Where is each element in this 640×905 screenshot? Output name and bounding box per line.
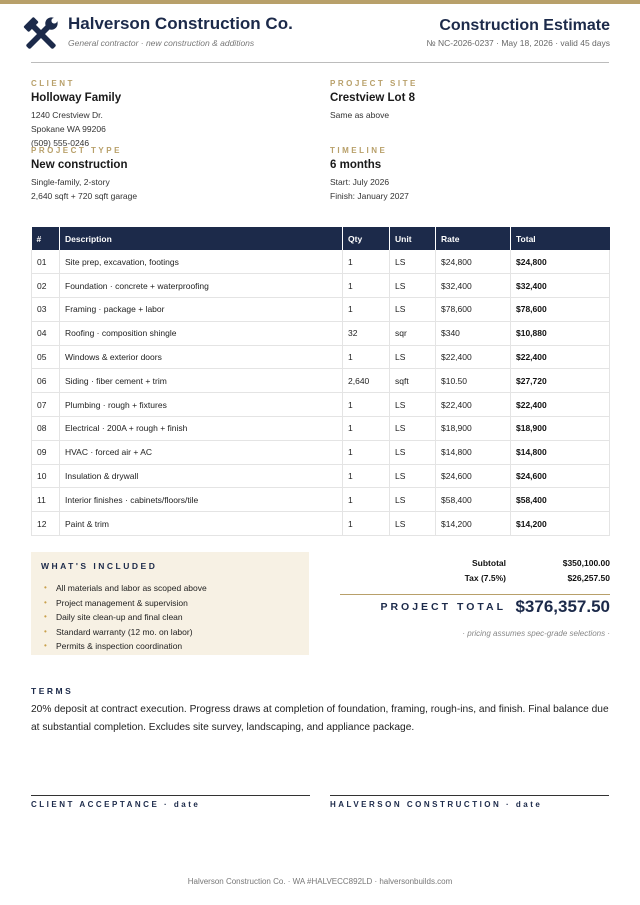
row-description: HVAC · forced air + AC — [60, 440, 343, 464]
top-accent-bar — [0, 0, 640, 4]
table-row — [32, 393, 610, 417]
tax-value: $26,257.50 — [567, 573, 610, 583]
whats-included-box — [31, 552, 309, 655]
header-divider — [31, 62, 609, 63]
table-row — [32, 369, 610, 393]
column-header-total: Total — [511, 227, 610, 250]
table-row — [32, 298, 610, 322]
row-number: 04 — [32, 321, 60, 345]
row-rate: $14,200 — [436, 512, 511, 536]
row-number: 02 — [32, 274, 60, 298]
list-item — [41, 581, 299, 596]
timeline-start: Start: July 2026 — [330, 177, 390, 187]
row-number: 07 — [32, 393, 60, 417]
row-unit: sqft — [390, 369, 436, 393]
row-total: $14,200 — [511, 512, 610, 536]
list-item — [41, 610, 299, 625]
totals-divider — [340, 594, 610, 595]
company-name: Halverson Construction Co. — [68, 14, 293, 33]
bullet-icon: • — [44, 583, 47, 592]
row-description: Framing · package + labor — [60, 298, 343, 322]
row-total: $32,400 — [511, 274, 610, 298]
row-number: 12 — [32, 512, 60, 536]
table-row — [32, 440, 610, 464]
timeline-label: TIMELINE — [330, 146, 388, 155]
project-total-label: PROJECT TOTAL — [380, 601, 506, 613]
row-rate: $22,400 — [436, 393, 511, 417]
row-rate: $24,600 — [436, 464, 511, 488]
project-type-block — [31, 146, 291, 203]
included-item-text: Daily site clean-up and final clean — [56, 612, 183, 623]
bullet-icon: • — [44, 626, 47, 636]
column-header-rate: Rate — [436, 227, 511, 250]
subtotal-value: $350,100.00 — [562, 558, 610, 568]
row-description: Interior finishes · cabinets/floors/tile — [60, 488, 343, 512]
row-unit: LS — [390, 274, 436, 298]
document-title: Construction Estimate — [439, 17, 610, 34]
table-row — [32, 512, 610, 536]
contractor-signature-label: HALVERSON CONSTRUCTION · date — [330, 800, 543, 809]
subtotal-label: Subtotal — [472, 558, 506, 568]
row-number: 08 — [32, 417, 60, 441]
row-total: $22,400 — [511, 345, 610, 369]
subtotal-row — [340, 558, 610, 573]
row-number: 06 — [32, 369, 60, 393]
tax-row — [340, 573, 610, 588]
client-signature-label: CLIENT ACCEPTANCE · date — [31, 800, 201, 809]
column-header-number: # — [32, 227, 60, 250]
row-rate: $78,600 — [436, 298, 511, 322]
page-footer: Halverson Construction Co. · WA #HALVECC892LD · halversonbuilds.com — [187, 877, 453, 886]
row-unit: LS — [390, 464, 436, 488]
terms-title: TERMS — [31, 686, 74, 696]
client-signature-line[interactable] — [31, 795, 310, 815]
project-type-line: Single-family, 2-story — [31, 177, 110, 187]
row-description: Site prep, excavation, footings — [60, 250, 343, 274]
row-unit: LS — [390, 488, 436, 512]
included-list — [41, 581, 299, 654]
totals-summary — [340, 558, 610, 638]
row-description: Electrical · 200A + rough + finish — [60, 417, 343, 441]
row-number: 03 — [32, 298, 60, 322]
project-site-label: PROJECT SITE — [330, 79, 418, 88]
client-city-line: Spokane WA 99206 — [31, 124, 106, 134]
timeline-finish: Finish: January 2027 — [330, 191, 409, 201]
row-qty: 1 — [343, 417, 390, 441]
row-description: Siding · fiber cement + trim — [60, 369, 343, 393]
terms-body: 20% deposit at contract execution. Progress draws at completion of foundation, framing, rough-ins, and finish. Final balance due at substantial completion. Excludes site survey, landscaping, and appliance package. — [31, 704, 609, 733]
list-item — [41, 625, 299, 640]
row-rate: $340 — [436, 321, 511, 345]
bullet-icon: • — [44, 612, 47, 622]
row-description: Plumbing · rough + fixtures — [60, 393, 343, 417]
list-item — [41, 639, 299, 654]
client-name: Holloway Family — [31, 92, 122, 104]
row-rate: $18,900 — [436, 417, 511, 441]
column-header-description: Description — [60, 227, 343, 250]
column-header-qty: Qty — [343, 227, 390, 250]
row-qty: 1 — [343, 250, 390, 274]
row-description: Paint & trim — [60, 512, 343, 536]
row-total: $10,880 — [511, 321, 610, 345]
table-row — [32, 464, 610, 488]
included-item-text: Permits & inspection coordination — [56, 641, 183, 652]
row-rate: $10.50 — [436, 369, 511, 393]
row-qty: 2,640 — [343, 369, 390, 393]
row-total: $78,600 — [511, 298, 610, 322]
row-description: Windows & exterior doors — [60, 345, 343, 369]
row-description: Foundation · concrete + waterproofing — [60, 274, 343, 298]
row-unit: LS — [390, 250, 436, 274]
row-qty: 1 — [343, 274, 390, 298]
row-total: $22,400 — [511, 393, 610, 417]
project-type-name: New construction — [31, 159, 128, 171]
document-header — [22, 14, 610, 62]
row-total: $27,720 — [511, 369, 610, 393]
row-total: $14,800 — [511, 440, 610, 464]
row-total: $24,800 — [511, 250, 610, 274]
client-phone-line: (509) 555-0246 — [31, 138, 90, 148]
included-item-text: Project management & supervision — [56, 597, 188, 608]
included-item-text: Standard warranty (12 mo. on labor) — [56, 626, 193, 637]
row-unit: LS — [390, 440, 436, 464]
project-site-name: Crestview Lot 8 — [330, 92, 415, 104]
row-total: $18,900 — [511, 417, 610, 441]
line-items-body — [32, 250, 610, 536]
client-label: CLIENT — [31, 79, 75, 88]
table-row — [32, 488, 610, 512]
row-qty: 1 — [343, 464, 390, 488]
row-rate: $22,400 — [436, 345, 511, 369]
row-number: 05 — [32, 345, 60, 369]
row-unit: LS — [390, 417, 436, 441]
row-qty: 1 — [343, 345, 390, 369]
row-number: 11 — [32, 488, 60, 512]
bullet-icon: • — [44, 641, 47, 651]
client-address-line: 1240 Crestview Dr. — [31, 110, 103, 120]
row-number: 01 — [32, 250, 60, 274]
table-row — [32, 274, 610, 298]
pricing-note: · pricing assumes spec-grade selections · — [462, 629, 610, 638]
company-tagline: General contractor · new construction & additions — [68, 38, 255, 48]
row-rate: $32,400 — [436, 274, 511, 298]
row-rate: $58,400 — [436, 488, 511, 512]
timeline-duration: 6 months — [330, 159, 382, 171]
column-header-unit: Unit — [390, 227, 436, 250]
client-block — [31, 79, 291, 150]
tax-label: Tax (7.5%) — [464, 573, 506, 583]
row-description: Roofing · composition shingle — [60, 321, 343, 345]
project-total-value: $376,357.50 — [515, 597, 610, 616]
row-total: $24,600 — [511, 464, 610, 488]
document-meta: № NC-2026-0237 · May 18, 2026 · valid 45 days — [426, 38, 610, 48]
row-qty: 1 — [343, 440, 390, 464]
row-rate: $24,800 — [436, 250, 511, 274]
whats-included-title: WHAT'S INCLUDED — [41, 561, 158, 571]
crossed-hammer-wrench-icon — [22, 14, 60, 54]
row-unit: sqr — [390, 321, 436, 345]
row-qty: 1 — [343, 393, 390, 417]
table-row — [32, 250, 610, 274]
project-size-line: 2,640 sqft + 720 sqft garage — [31, 191, 138, 201]
table-header-row — [32, 227, 610, 250]
bullet-icon: • — [44, 597, 47, 607]
timeline-block — [330, 146, 590, 203]
list-item — [41, 596, 299, 611]
row-unit: LS — [390, 345, 436, 369]
table-row — [32, 321, 610, 345]
row-qty: 1 — [343, 488, 390, 512]
row-number: 10 — [32, 464, 60, 488]
table-row — [32, 417, 610, 441]
line-items-table — [31, 227, 610, 536]
row-number: 09 — [32, 440, 60, 464]
row-total: $58,400 — [511, 488, 610, 512]
row-rate: $14,800 — [436, 440, 511, 464]
project-site-block — [330, 79, 590, 122]
table-row — [32, 345, 610, 369]
row-qty: 1 — [343, 298, 390, 322]
row-unit: LS — [390, 512, 436, 536]
row-qty: 32 — [343, 321, 390, 345]
row-qty: 1 — [343, 512, 390, 536]
included-item-text: All materials and labor as scoped above — [56, 583, 207, 593]
row-unit: LS — [390, 393, 436, 417]
project-site-line: Same as above — [330, 110, 390, 120]
row-unit: LS — [390, 298, 436, 322]
contractor-signature-line[interactable] — [330, 795, 609, 815]
row-description: Insulation & drywall — [60, 464, 343, 488]
project-type-label: PROJECT TYPE — [31, 146, 122, 155]
